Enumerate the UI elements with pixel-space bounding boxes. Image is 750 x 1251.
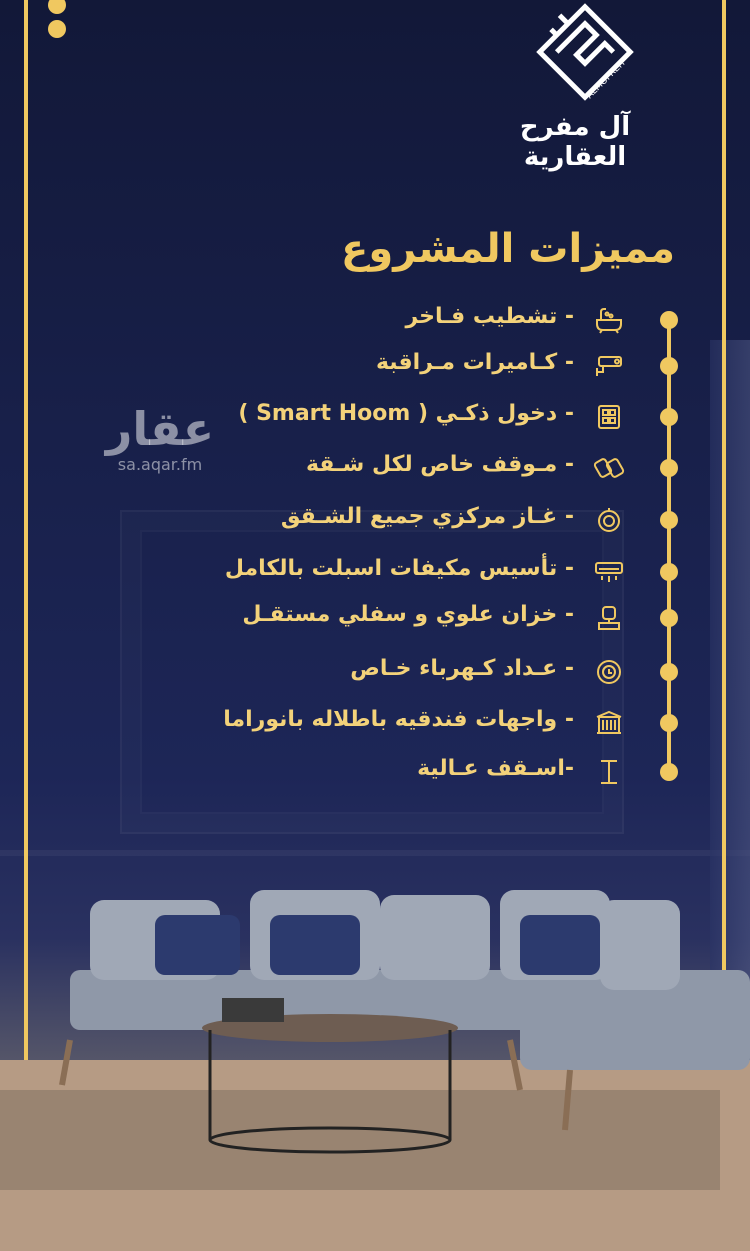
bathtub-icon [593, 306, 625, 334]
brand-name: آل مفرح العقارية [519, 112, 631, 172]
bullet-dot [660, 609, 678, 627]
feature-item [0, 346, 750, 386]
feature-text: -اسـقف عـالية [417, 756, 574, 781]
feature-item [0, 703, 750, 743]
smart-home-icon [593, 403, 625, 431]
camera-icon [593, 352, 625, 380]
feature-text: - دخول ذكـي ( Smart Hoom ) [238, 401, 574, 426]
wall-rail [0, 850, 750, 856]
bullet-dot [660, 563, 678, 581]
bullet-dot [660, 459, 678, 477]
bullet-dot [660, 311, 678, 329]
bullet-dot [660, 357, 678, 375]
feature-text: - تشطيب فـاخر [405, 304, 574, 329]
feature-text: - واجهات فندقيه باطلاله بانوراما [223, 707, 574, 732]
almofreh-logo [525, 0, 645, 108]
bullet-dot [660, 663, 678, 681]
rug [0, 1090, 720, 1190]
feature-text: - غـاز مركزي جميع الشـقق [280, 504, 574, 529]
feature-text: - مـوقف خاص لكل شـقة [305, 452, 574, 477]
ceiling-height-icon [593, 758, 625, 786]
building-facade-icon [593, 709, 625, 737]
feature-text: - تأسيس مكيفات اسبلت بالكامل [224, 556, 574, 581]
electric-meter-icon [593, 658, 625, 686]
page-title: مميزات المشروع [341, 226, 675, 272]
logo-text: ALMOFREH [584, 58, 628, 101]
feature-item [0, 500, 750, 540]
books [222, 998, 284, 1022]
bullet-dot [660, 763, 678, 781]
parking-icon [593, 454, 625, 482]
gas-icon [593, 506, 625, 534]
feature-item [0, 598, 750, 638]
living-room-illustration [0, 860, 750, 1251]
aqar-watermark [100, 402, 220, 474]
feature-item [0, 300, 750, 340]
bullet-dot [660, 408, 678, 426]
feature-item [0, 552, 750, 592]
top-dot-1 [48, 0, 66, 14]
air-conditioner-icon [593, 558, 625, 586]
watermark-name: عقار [105, 402, 215, 456]
top-dot-2 [48, 20, 66, 38]
feature-text: - خزان علوي و سفلي مستقـل [242, 602, 574, 627]
water-tank-icon [593, 604, 625, 632]
feature-text: - عـداد كـهرباء خـاص [350, 656, 574, 681]
watermark-url: sa.aqar.fm [117, 455, 203, 474]
bullet-dot [660, 714, 678, 732]
bullet-dot [660, 511, 678, 529]
feature-item [0, 752, 750, 792]
feature-text: - كـاميرات مـراقبة [375, 350, 574, 375]
feature-item [0, 652, 750, 692]
